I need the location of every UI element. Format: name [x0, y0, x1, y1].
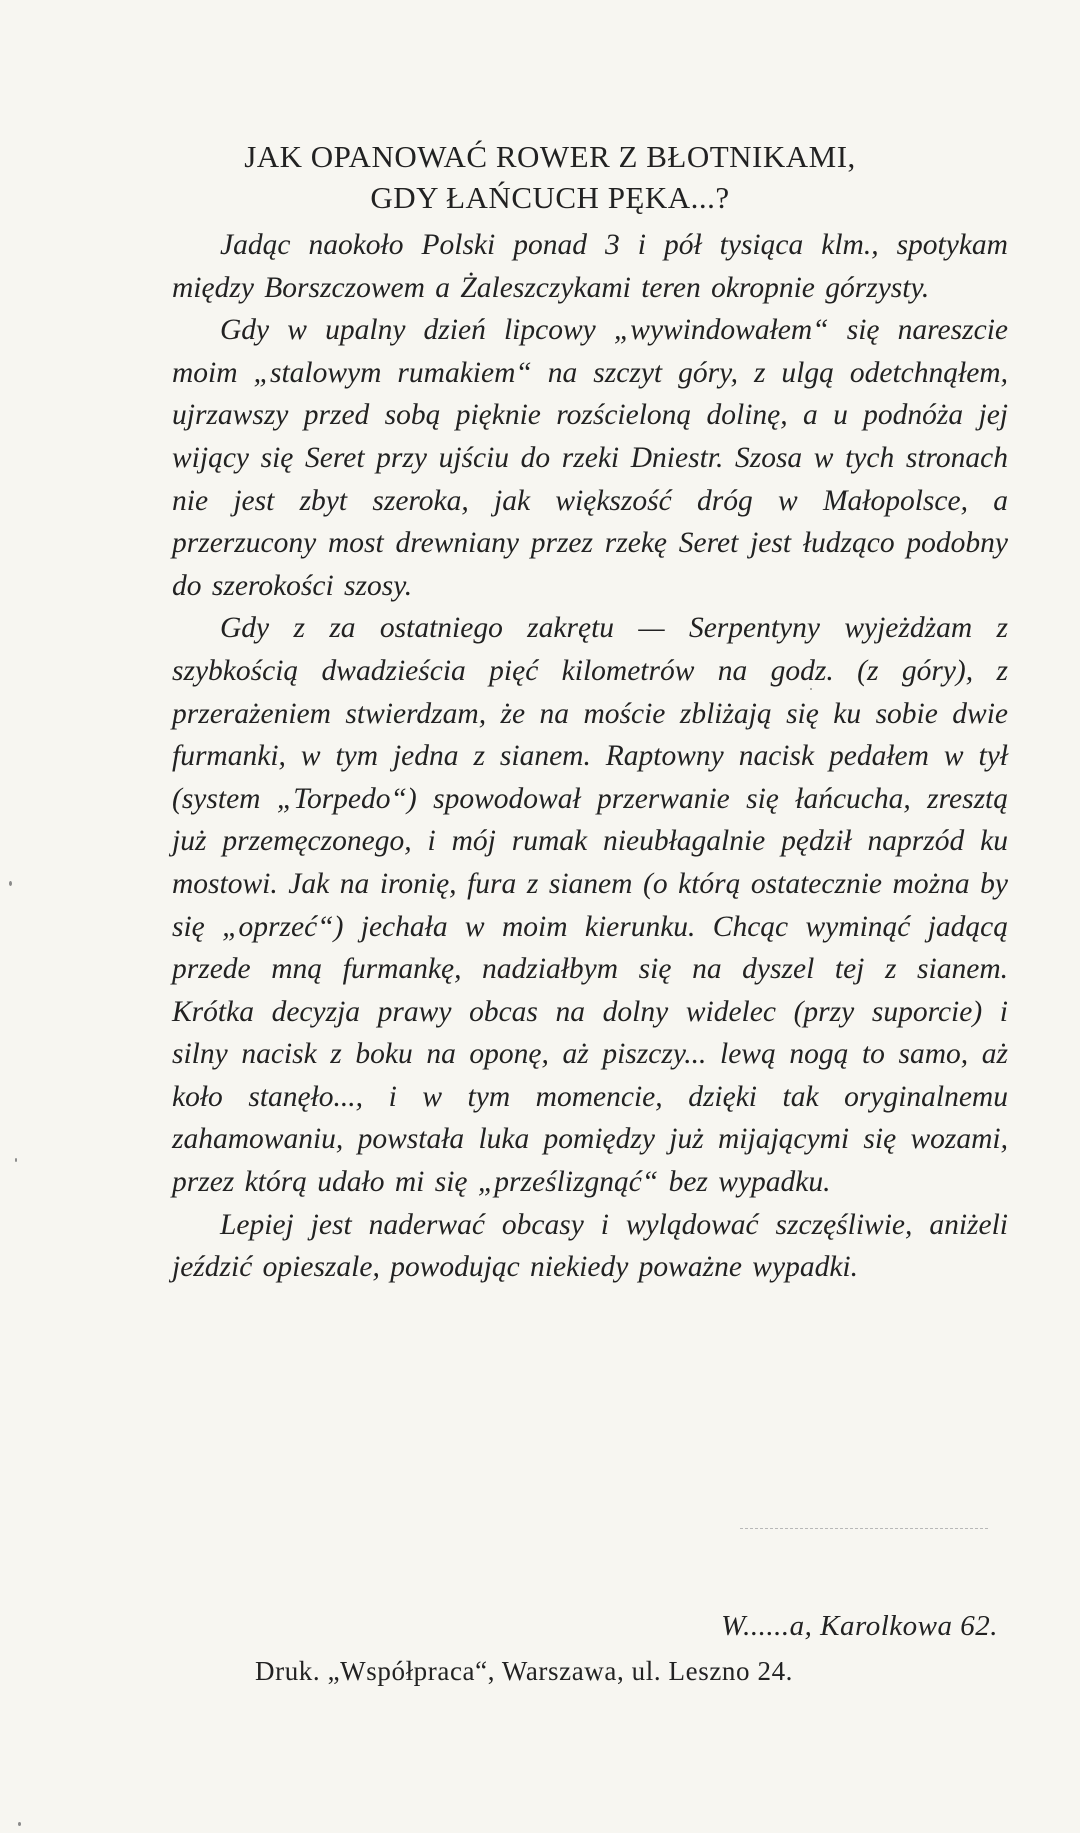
printer-imprint: Druk. „Współpraca“, Warszawa, ul. Leszno 24.	[255, 1656, 794, 1686]
paragraph-2: Gdy w upalny dzień lipcowy „wywindowałem“ się nareszcie moim „stalowym rumakiem“ na szczyt góry, z ulgą odetchnąłem, ujrzawszy przed sobą pięknie rozścieloną dolinę, a u podnóża jej wijący się Seret przy ujściu do rzeki Dniestr. Szosa w tych stronach nie jest zbyt szeroka, jak większość dróg w Małopolsce, a przerzucony most drewniany przez rzekę Seret jest łudząco podobny do szerokości szosy.	[172, 314, 1008, 602]
paragraph-3: Gdy z za ostatniego zakrętu — Serpentyny wyjeżdżam z szybkością dwadzieścia pięć kilometrów na godz. (z góry), z przerażeniem stwierdzam, że na moście zbliżają się ku sobie dwie furmanki, w tym jedna z sianem. Raptowny nacisk pedałem w tył (system „Torpedo“) spowodował przerwanie się łańcucha, zresztą już przemęczonego, i mój rumak nieubłagalnie pędził naprzód ku mostowi. Jak na ironię, fura z sianem (o którą ostatecznie można by się „oprzeć“) jechała w moim kierunku. Chcąc wyminąć jadącą przede mną furmankę, nadziałbym się na dyszel tej z sianem. Krótka decyzja prawy obcas na dolny widelec (przy suporcie) i silny nacisk z boku na oponę, aż piszczy... lewą nogą to samo, aż koło stanęło..., i w tym momencie, dzięki tak oryginalnemu zahamowaniu, powstała luka pomiędzy już mijającymi się wozami, przez którą udało mi się „prześlizgnąć“ bez wypadku.	[172, 612, 1008, 1199]
speck	[15, 1158, 17, 1162]
faint-dashed-line	[740, 1528, 988, 1529]
paragraph-4: Lepiej jest naderwać obcasy i wylądować szczęśliwie, aniżeli jeździć opieszale, powodując niekiedy poważne wypadki.	[172, 1208, 1008, 1284]
title-line-1: JAK OPANOWAĆ ROWER Z BŁOTNIKAMI,	[244, 139, 856, 174]
title-line-2: GDY ŁAŃCUCH PĘKA...?	[370, 180, 730, 215]
speck	[9, 881, 12, 886]
article-body	[172, 224, 1008, 1289]
speck	[18, 1822, 21, 1826]
author-signature: W......a, Karolkowa 62.	[721, 1610, 998, 1642]
paragraph-1: Jadąc naokoło Polski ponad 3 i pół tysiąca klm., spotykam między Borszczowem a Żaleszczykami teren okropnie górzysty.	[172, 229, 1008, 304]
speck	[810, 688, 812, 690]
